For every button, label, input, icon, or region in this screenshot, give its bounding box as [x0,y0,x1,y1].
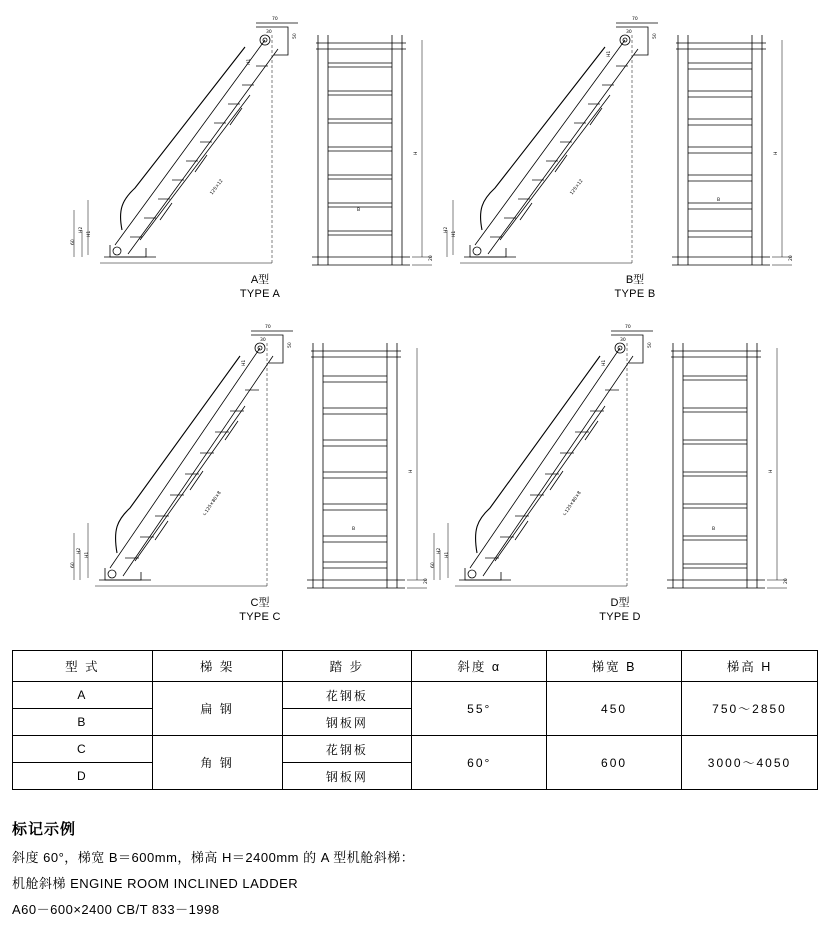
dim-30-b: 30 [626,30,632,35]
table-row [13,682,818,709]
figure-caption-d-cn: D型 [610,597,630,609]
marking-example-line1: 斜度 60°，梯宽 B＝600mm，梯高 H＝2400mm 的 A 型机舱斜梯： [12,850,415,865]
figure-type-b [435,5,830,305]
dim-h2-c: H2 [77,547,82,554]
dim-30-c: 30 [260,338,266,343]
header-width: 梯宽 B [547,651,682,682]
dim-50-c: 50 [288,342,293,348]
dim-20-d: 20 [784,578,789,584]
dim-h-c: H [409,469,414,473]
dim-70-a: 70 [272,17,278,22]
cell-tread-c: 花钢板 [282,736,412,763]
cell-tread-b: 钢板网 [282,709,412,736]
dim-70-c: 70 [265,325,271,330]
dim-b-b: B [717,198,721,203]
marking-example-block [12,818,818,927]
figure-type-a [60,5,460,305]
marking-example-line2: 机舱斜梯 ENGINE ROOM INCLINED LADDER [12,876,299,891]
dim-60-d: 60 [431,562,436,568]
dim-20-c: 20 [424,578,429,584]
dim-section-c: ∟125×80×8 [202,490,223,518]
dim-section-a: 125×12 [209,178,225,197]
cell-width-ab: 450 [547,682,682,736]
dim-70-d: 70 [625,325,631,330]
figure-caption-c [60,596,460,624]
figure-caption-a-cn: A型 [250,274,270,286]
cell-type-d: D [13,763,153,790]
header-height: 梯高 H [682,651,818,682]
dim-20-a: 20 [429,255,434,261]
figure-caption-a [60,273,460,301]
dim-b-c: B [352,527,356,532]
header-angle: 斜度 α [412,651,547,682]
cell-height-cd: 3000～4050 [682,736,818,790]
ladder-drawing-b [435,5,830,295]
dim-30-d: 30 [620,338,626,343]
figure-caption-d-en: TYPE D [599,611,641,623]
cell-tread-a: 花钢板 [282,682,412,709]
dim-b-a: B [357,208,361,213]
dim-section-d: ∟125×80×8 [562,490,583,518]
table-header-row [13,651,818,682]
cell-frame-cd: 角 钢 [152,736,282,790]
dim-h-b: H [774,151,779,155]
figure-caption-a-en: TYPE A [239,288,281,300]
dim-60-a: 60 [71,239,76,245]
dim-h1-b: H1 [607,50,612,57]
dim-h1-d: H1 [602,359,607,366]
dim-h2-d: H2 [437,547,442,554]
dim-h1b-b: H1 [452,230,457,237]
cell-tread-d: 钢板网 [282,763,412,790]
marking-example-line3: A60－600×2400 CB/T 833－1998 [12,902,220,917]
figure-type-c [60,318,460,623]
header-frame: 梯 架 [152,651,282,682]
figure-caption-c-en: TYPE C [239,611,281,623]
cell-frame-ab: 扁 钢 [152,682,282,736]
dim-60-c: 60 [71,562,76,568]
cell-angle-cd: 60° [412,736,547,790]
cell-type-a: A [13,682,153,709]
dim-h1b-a: H1 [87,230,92,237]
ladder-drawing-d [420,318,820,608]
dim-70-b: 70 [632,17,638,22]
dim-b-d: B [712,527,716,532]
ladder-drawing-c [60,318,460,608]
dim-h1b-c: H1 [85,551,90,558]
dim-50-a: 50 [293,33,298,39]
header-tread: 踏 步 [282,651,412,682]
dim-h-a: H [414,151,419,155]
table-row [13,736,818,763]
dim-50-b: 50 [653,33,658,39]
dim-section-b: 125×12 [569,178,585,197]
figure-caption-d [420,596,820,624]
dim-h-d: H [769,469,774,473]
dim-h1-a: H1 [247,58,252,65]
figure-caption-b-en: TYPE B [614,288,656,300]
dim-h1b-d: H1 [445,551,450,558]
cell-angle-ab: 55° [412,682,547,736]
dim-h1-c: H1 [242,359,247,366]
figure-caption-c-cn: C型 [250,597,270,609]
dim-30-a: 30 [266,30,272,35]
dim-20-b: 20 [789,255,794,261]
figure-caption-b [435,273,830,301]
marking-example-title: 标记示例 [12,821,77,838]
cell-height-ab: 750～2850 [682,682,818,736]
dim-h2-a: H2 [79,226,84,233]
header-type: 型 式 [13,651,153,682]
specification-table [12,650,818,790]
ladder-drawing-a [60,5,460,295]
cell-width-cd: 600 [547,736,682,790]
dim-h2-b: H2 [444,226,449,233]
cell-type-c: C [13,736,153,763]
cell-type-b: B [13,709,153,736]
dim-50-d: 50 [648,342,653,348]
figure-caption-b-cn: B型 [625,274,645,286]
figure-type-d [420,318,820,623]
